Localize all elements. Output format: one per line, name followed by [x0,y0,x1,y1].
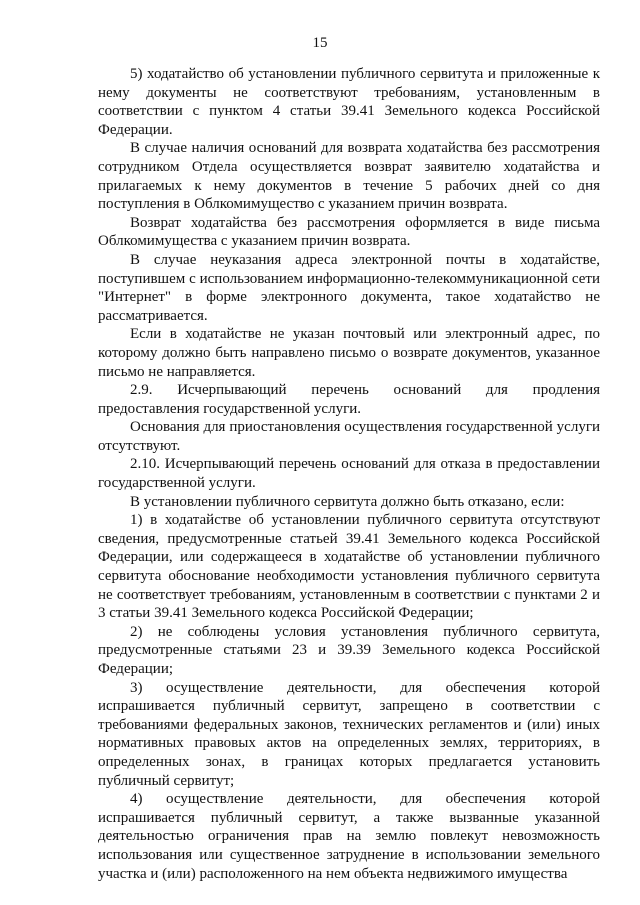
list-item-1: 1) в ходатайстве об установлении публичного сервитута отсутствуют сведения, предусмотренные статьей 39.41 Земельного кодекса Российской Федерации, или содержащееся в ходатайстве об установлении публичного сервитута обоснование необходимости установления публичного сервитута не соответствует требованиям, установленным в соответствии с пунктами 2 и 3 статьи 39.41 Земельного кодекса Российской Федерации; [98,512,600,622]
paragraph-refusal-intro: В установлении публичного сервитута должно быть отказано, если: [130,493,565,510]
paragraph-item-5: 5) ходатайство об установлении публичного сервитута и приложенные к нему документы не соответствуют требованиям, установленным в соответствии с пунктом 4 статьи 39.41 Земельного кодекса Российской Федерации. [98,66,600,138]
section-heading-2-10: 2.10. Исчерпывающий перечень оснований для отказа в предоставлении государственной услуги. [98,456,600,492]
list-item-3: 3) осуществление деятельности, для обеспечения которой испрашивается публичный сервитут, запрещено в соответствии с требованиями федеральных законов, технических регламентов и (или) иных нормативных правовых актов на определенных землях, территориях, в определенных зонах, в границах которых предлагается установить публичный сервитут; [98,679,600,789]
paragraph-no-address: Если в ходатайстве не указан почтовый или электронный адрес, по которому должно быть направлено письмо о возврате документов, указанное письмо не направляется. [98,326,600,380]
paragraph-return-grounds: В случае наличия оснований для возврата ходатайства без рассмотрения сотрудником Отдела осуществляется возврат заявителю ходатайства и прилагаемых к нему документов в течение 5 рабочих дней со дня поступления в Облкомимущество с указанием причин возврата. [98,140,600,213]
list-item-2: 2) не соблюдены условия установления публичного сервитута, предусмотренные статьями 23 и 39.39 Земельного кодекса Российской Федерации; [98,623,600,677]
paragraph-suspension-grounds: Основания для приостановления осуществления государственной услуги отсутствуют. [98,419,600,454]
paragraph-return-letter: Возврат ходатайства без рассмотрения оформляется в виде письма Облкомимущества с указанием причин возврата. [98,214,600,250]
document-body [98,65,600,883]
page-number: 15 [312,35,328,51]
section-heading-2-9: 2.9. Исчерпывающий перечень оснований для продления предоставления государственной услуги. [98,382,600,417]
list-item-4: 4) осуществление деятельности, для обеспечения которой испрашивается публичный сервитут, а также вызванные указанной деятельностью ограничения прав на землю повлекут невозможность использования или существенное затруднение в использовании земельного участка и (или) расположенного на нем объекта недвижимого имущества [98,791,600,882]
paragraph-no-email: В случае неуказания адреса электронной почты в ходатайстве, поступившем с использованием информационно-телекоммуникационной сети "Интернет" в форме электронного документа, такое ходатайство не рассматривается. [98,251,600,324]
